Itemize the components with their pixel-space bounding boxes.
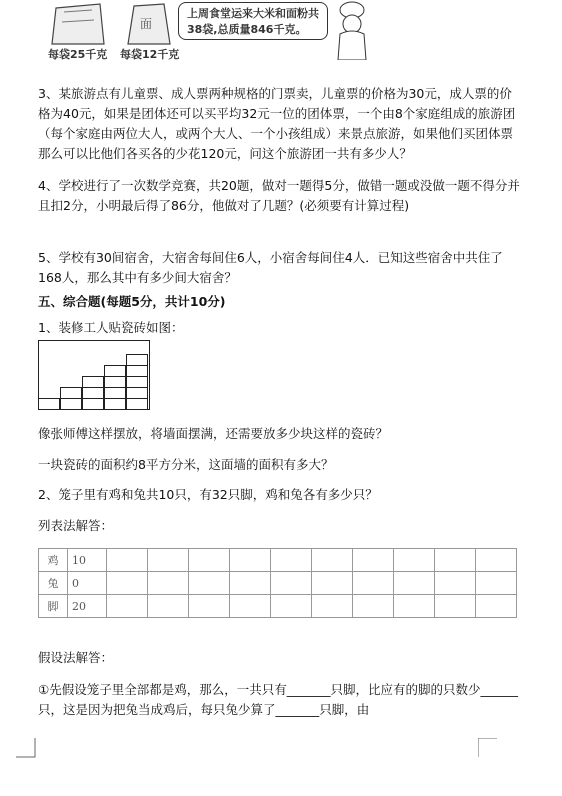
assume-text: ①先假设笼子里全部都是鸡，那么，一共只有_______只脚，比应有的脚的只数少______只，这是因为把兔当成鸡后，每只兔少算了_______只脚，由: [38, 682, 518, 717]
s1-title: 1、装修工人贴瓷砖如图：: [38, 320, 184, 335]
table-row: [39, 595, 517, 618]
table-cell: 20: [68, 595, 107, 618]
assume-method-label: 假设法解答：: [38, 650, 114, 665]
chicken-rabbit-table: [38, 548, 517, 618]
section-5-heading: 五、综合题(每题5分，共计10分): [38, 294, 226, 309]
table-row-head: 脚: [39, 595, 68, 618]
rice-bag-label: 每袋25千克: [48, 48, 108, 61]
table-row-head: 鸡: [39, 549, 68, 572]
question-5: 5、学校有30间宿舍，大宿舍每间住6人，小宿舍每间住4人．已知这些宿舍中共住了168人，那么其中有多少间大宿舍？: [38, 250, 503, 285]
page-corner-mark: [16, 738, 36, 758]
question-4: 4、学校进行了一次数学竞赛，共20题，做对一题得5分，做错一题或没做一题不得分并且扣2分，小明最后得了86分，他做对了几题？(必须要有计算过程): [38, 178, 520, 213]
flour-bag-icon: [124, 0, 174, 46]
s1-question-2: 一块瓷砖的面积约8平方分米，这面墙的面积有多大？: [38, 457, 334, 472]
table-cell: 0: [68, 572, 107, 595]
s1-question-1: 像张师傅这样摆放，将墙面摆满，还需要放多少块这样的瓷砖？: [38, 426, 389, 441]
chef-icon: [330, 0, 370, 60]
question-3: 3、某旅游点有儿童票、成人票两种规格的门票卖，儿童票的价格为30元，成人票的价格为40元，如果是团体还可以买平均32元一位的团体票，一个由8个家庭组成的旅游团（每个家庭由两位大人，或两个大人、一个小孩组成）来景点旅游，如果他们买团体票那么可以比他们各买各的少花120元，问这个旅游团一共有多少人？: [38, 86, 516, 161]
table-row: [39, 572, 517, 595]
s2-title: 2、笼子里有鸡和兔共10只，有32只脚，鸡和兔各有多少只？: [38, 487, 378, 502]
top-illustration: [0, 0, 562, 70]
speech-bubble: 上周食堂运来大米和面粉共38袋,总质量846千克。: [178, 2, 328, 40]
rice-bag-icon: [48, 0, 108, 46]
tile-diagram: [38, 340, 150, 410]
table-cell: 10: [68, 549, 107, 572]
table-row-head: 兔: [39, 572, 68, 595]
list-method-label: 列表法解答：: [38, 518, 114, 533]
flour-bag-label: 每袋12千克: [120, 48, 180, 61]
table-row: [39, 549, 517, 572]
page-corner-mark: [478, 738, 498, 758]
svg-text:面: 面: [140, 17, 153, 31]
